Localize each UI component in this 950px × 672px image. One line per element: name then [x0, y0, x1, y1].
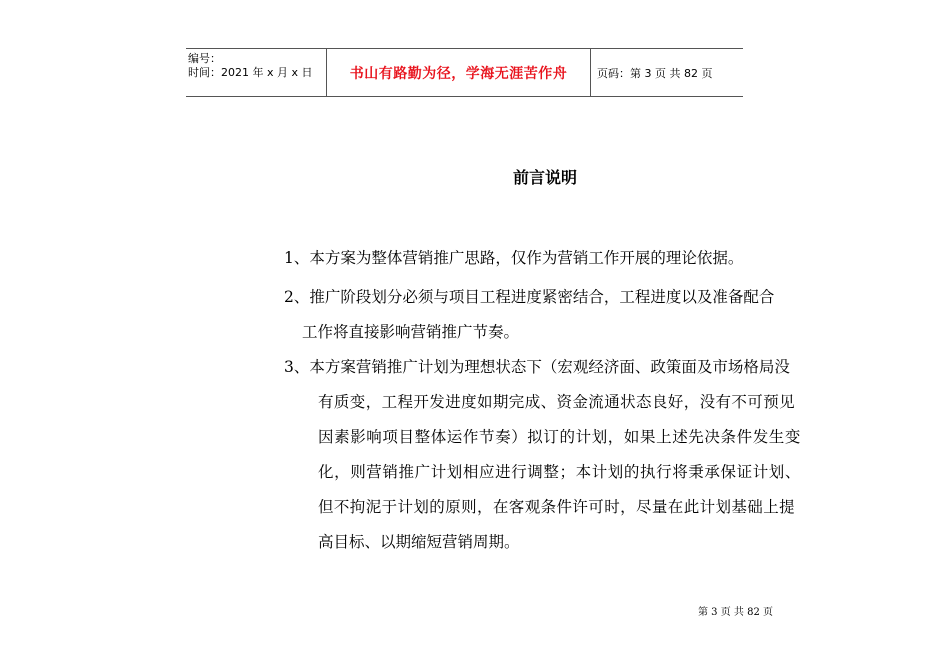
paragraph-1-line-1: 1、本方案为整体营销推广思路，仅作为营销工作开展的理论依据。	[284, 249, 744, 267]
header-meta	[186, 49, 327, 96]
page-footer: 第 3 页 共 82 页	[698, 607, 773, 618]
paragraph-2-line-1: 2、推广阶段划分必须与项目工程进度紧密结合，工程进度以及准备配合	[284, 288, 775, 306]
header-page-info: 页码：第 3 页 共 82 页	[597, 66, 713, 80]
document-number-label: 编号：	[188, 52, 221, 65]
paragraph-3-line-6: 高目标、以期缩短营销周期。	[318, 533, 520, 551]
page-title: 前言说明	[512, 168, 577, 187]
paragraph-3-line-5: 但不拘泥于计划的原则，在客观条件许可时，尽量在此计划基础上提	[318, 498, 796, 516]
paragraph-3-line-2: 有质变，工程开发进度如期完成、资金流通状态良好，没有不可预见	[318, 393, 796, 411]
paragraph-3-line-1: 3、本方案营销推广计划为理想状态下（宏观经济面、政策面及市场格局没	[284, 358, 790, 376]
document-date: 时间：2021 年 x 月 x 日	[188, 66, 313, 79]
header-motto: 书山有路勤为径，学海无涯苦作舟	[327, 49, 591, 96]
paragraph-3-line-3: 因素影响项目整体运作节奏）拟订的计划，如果上述先决条件发生变	[318, 428, 802, 446]
paragraph-2-line-2: 工作将直接影响营销推广节奏。	[302, 323, 520, 341]
page-header	[186, 48, 743, 97]
paragraph-3-line-4: 化，则营销推广计划相应进行调整；本计划的执行将秉承保证计划、	[318, 463, 802, 481]
